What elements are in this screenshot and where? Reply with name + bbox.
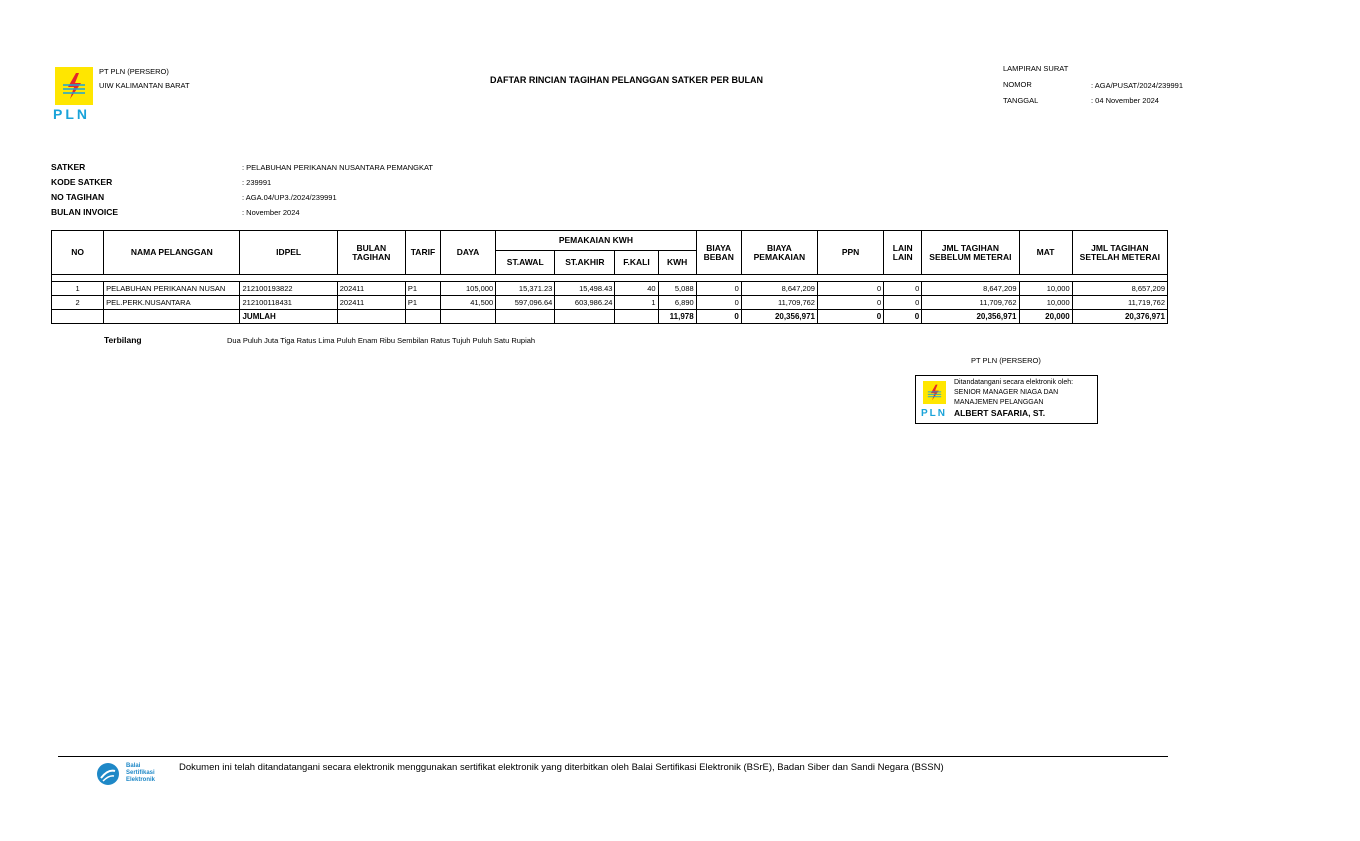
footer-note: Dokumen ini telah ditandatangani secara elektronik menggunakan sertifikat elektronik yang diterbitkan oleh Balai Sertifikasi Elektronik (BSrE), Badan Siber dan Sandi Negara (BSSN) (179, 762, 944, 773)
pln-logo-icon (55, 67, 93, 105)
bsre-text-line-3: Elektronik (126, 777, 156, 783)
unit-name: UIW KALIMANTAN BARAT (99, 81, 190, 90)
tanggal-value: : 04 November 2024 (1091, 96, 1159, 105)
header-f-kali: F.KALI (615, 251, 658, 275)
cell-st-awal: 15,371.23 (496, 282, 555, 296)
cell-jml-setelah: 8,657,209 (1072, 282, 1167, 296)
signature-box (915, 375, 1098, 424)
total-empty-cell (441, 310, 496, 324)
footer-divider (58, 756, 1168, 757)
total-kwh: 11,978 (658, 310, 696, 324)
header-lain-lain (884, 231, 922, 275)
cell-daya: 41,500 (441, 296, 496, 310)
header-ppn: PPN (817, 231, 883, 275)
total-empty-cell (555, 310, 615, 324)
cell-ppn: 0 (817, 282, 883, 296)
bsre-text-line-1: Balai (126, 763, 141, 769)
cell-idpel: 212100193822 (240, 282, 337, 296)
total-empty-cell (104, 310, 240, 324)
cell-jml-sebelum: 8,647,209 (922, 282, 1019, 296)
header-st-akhir: ST.AKHIR (555, 251, 615, 275)
header-jml-sebelum-meterai (922, 231, 1019, 275)
cell-nama: PEL.PERK.NUSANTARA (104, 296, 240, 310)
total-mat: 20,000 (1019, 310, 1072, 324)
satker-label: SATKER (51, 162, 86, 172)
cell-lain: 0 (884, 296, 922, 310)
header-jml-setelah-line-2: SETELAH METERAI (1079, 251, 1160, 262)
satker-value: : PELABUHAN PERIKANAN NUSANTARA PEMANGKAT (242, 163, 434, 172)
cell-jml-sebelum: 11,709,762 (922, 296, 1019, 310)
cell-daya: 105,000 (441, 282, 496, 296)
signer-position-1: SENIOR MANAGER NIAGA DAN (954, 389, 1059, 396)
billing-table (51, 230, 1168, 324)
nomor-value: : AGA/PUSAT/2024/239991 (1091, 81, 1184, 90)
total-empty-cell (337, 310, 405, 324)
bsre-logo-icon (97, 763, 119, 785)
cell-nama: PELABUHAN PERIKANAN NUSAN (104, 282, 240, 296)
total-jml-sebelum: 20,356,971 (922, 310, 1019, 324)
cell-ppn: 0 (817, 296, 883, 310)
cell-tarif: P1 (405, 296, 440, 310)
header-lain-line-1: LAIN (892, 242, 913, 253)
header-beban-line-2: BEBAN (703, 251, 734, 262)
header-idpel: IDPEL (240, 231, 337, 275)
total-empty-cell (496, 310, 555, 324)
cell-mat: 10,000 (1019, 296, 1072, 310)
bulan-invoice-value: : November 2024 (242, 208, 300, 217)
header-beban-line-1: BIAYA (706, 242, 732, 253)
header-mat: MAT (1019, 231, 1072, 275)
cell-jml-setelah: 11,719,762 (1072, 296, 1167, 310)
cell-no: 2 (52, 296, 104, 310)
signer-position-2: MANAJEMEN PELANGGAN (954, 399, 1044, 406)
header-jml-sebelum-line-2: SEBELUM METERAI (929, 251, 1012, 262)
signature-company: PT PLN (PERSERO) (971, 356, 1041, 365)
header-jml-sebelum-line-1: JML TAGIHAN (941, 242, 1000, 253)
cell-st-akhir: 15,498.43 (555, 282, 615, 296)
total-lain: 0 (884, 310, 922, 324)
cell-lain: 0 (884, 282, 922, 296)
cell-no: 1 (52, 282, 104, 296)
total-biaya-pemakaian: 20,356,971 (741, 310, 817, 324)
header-nama-pelanggan: NAMA PELANGGAN (104, 231, 240, 275)
header-kwh: KWH (658, 251, 696, 275)
cell-beban: 0 (696, 282, 741, 296)
signer-name: ALBERT SAFARIA, ST. (954, 408, 1046, 418)
signature-pln-text: PLN (921, 408, 947, 419)
cell-st-akhir: 603,986.24 (555, 296, 615, 310)
header-no: NO (52, 231, 104, 275)
terbilang-label: Terbilang (104, 335, 142, 345)
cell-tarif: P1 (405, 282, 440, 296)
cell-st-awal: 597,096.64 (496, 296, 555, 310)
total-empty-cell (615, 310, 658, 324)
bsre-text-line-2: Sertifikasi (126, 770, 155, 776)
header-bulan-tagihan (337, 231, 405, 275)
header-biaya-pemakaian (741, 231, 817, 275)
total-ppn: 0 (817, 310, 883, 324)
total-beban: 0 (696, 310, 741, 324)
header-biaya-pem-line-2: PEMAKAIAN (753, 251, 806, 262)
total-row (52, 310, 1168, 324)
cell-kwh: 5,088 (658, 282, 696, 296)
kode-satker-label: KODE SATKER (51, 177, 113, 187)
header-bulan-line-2: TAGIHAN (352, 251, 391, 262)
total-empty-cell (405, 310, 440, 324)
no-tagihan-label: NO TAGIHAN (51, 192, 105, 202)
company-name: PT PLN (PERSERO) (99, 67, 169, 76)
header-lain-line-2: LAIN (892, 251, 913, 262)
total-label: JUMLAH (240, 310, 337, 324)
no-tagihan-value: : AGA.04/UP3./2024/239991 (242, 193, 337, 202)
header-biaya-pem-line-1: BIAYA (766, 242, 792, 253)
table-row (52, 296, 1168, 310)
pln-logo-text: PLN (53, 106, 90, 122)
spacer-row (52, 275, 1168, 282)
cell-beban: 0 (696, 296, 741, 310)
cell-f-kali: 40 (615, 282, 658, 296)
cell-bulan: 202411 (337, 282, 405, 296)
lampiran-label: LAMPIRAN SURAT (1003, 64, 1069, 73)
cell-idpel: 212100118431 (240, 296, 337, 310)
cell-bulan: 202411 (337, 296, 405, 310)
header-jml-setelah-line-1: JML TAGIHAN (1091, 242, 1149, 253)
cell-f-kali: 1 (615, 296, 658, 310)
page-title: DAFTAR RINCIAN TAGIHAN PELANGGAN SATKER PER BULAN (490, 75, 763, 85)
cell-biaya-pemakaian: 8,647,209 (741, 282, 817, 296)
header-bulan-line-1: BULAN (356, 242, 387, 253)
total-empty-cell (52, 310, 104, 324)
cell-kwh: 6,890 (658, 296, 696, 310)
header-biaya-beban (696, 231, 741, 275)
header-jml-setelah-meterai (1072, 231, 1167, 275)
nomor-label: NOMOR (1003, 80, 1032, 89)
tanggal-label: TANGGAL (1003, 96, 1039, 105)
header-st-awal: ST.AWAL (496, 251, 555, 275)
header-tarif: TARIF (405, 231, 440, 275)
header-pemakaian-kwh: PEMAKAIAN KWH (496, 231, 697, 251)
pln-logo-icon (923, 381, 946, 404)
cell-biaya-pemakaian: 11,709,762 (741, 296, 817, 310)
table-row (52, 282, 1168, 296)
bsre-logo-text (126, 763, 155, 784)
bulan-invoice-label: BULAN INVOICE (51, 207, 119, 217)
cell-mat: 10,000 (1019, 282, 1072, 296)
total-jml-setelah: 20,376,971 (1072, 310, 1167, 324)
signed-by-text: Ditandatangani secara elektronik oleh: (954, 379, 1074, 386)
terbilang-value: Dua Puluh Juta Tiga Ratus Lima Puluh Enam Ribu Sembilan Ratus Tujuh Puluh Satu Rupiah (227, 336, 536, 345)
kode-satker-value: : 239991 (242, 178, 272, 187)
header-daya: DAYA (441, 231, 496, 275)
